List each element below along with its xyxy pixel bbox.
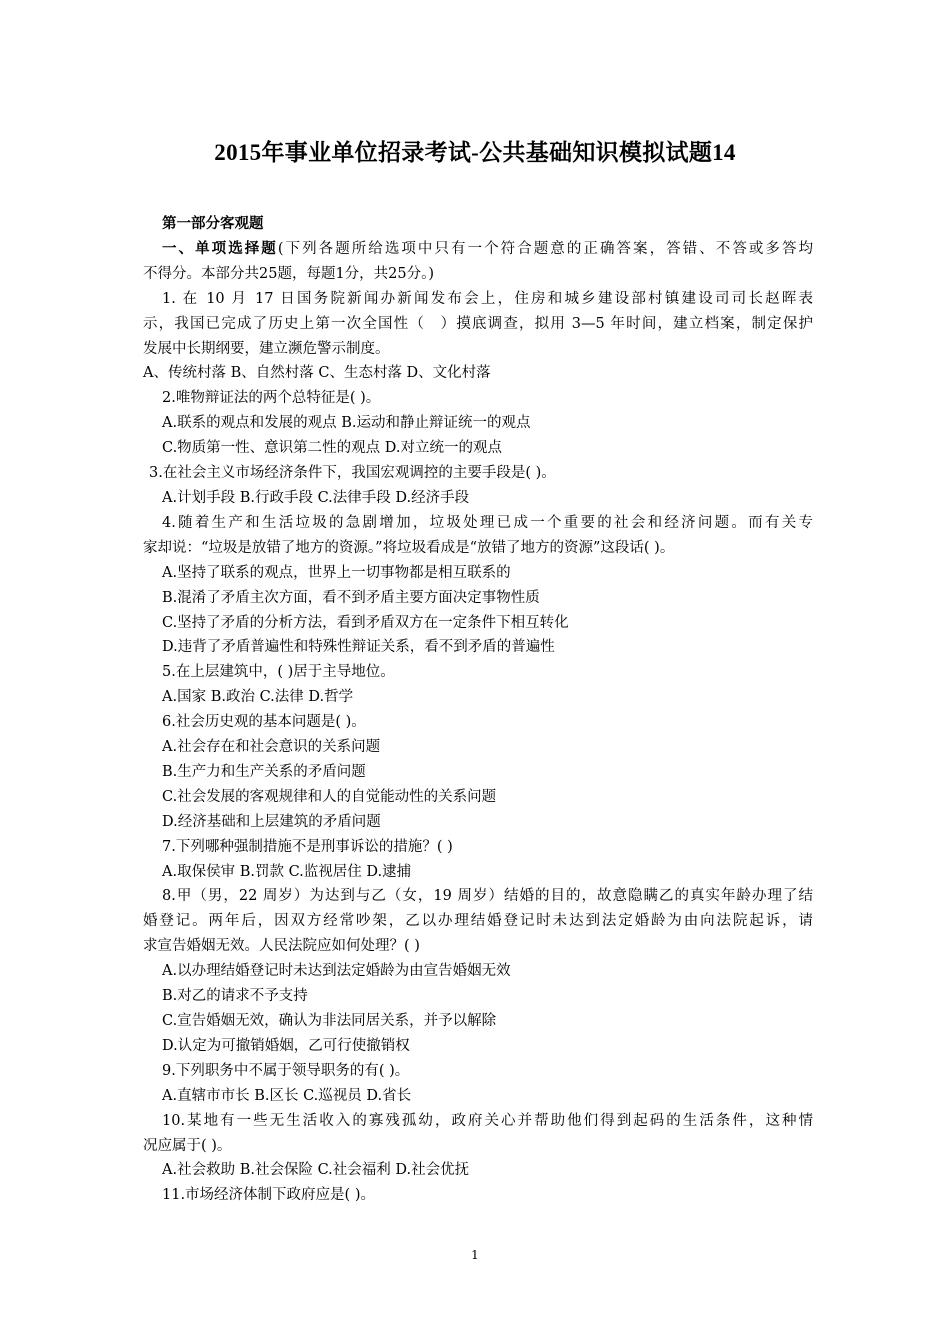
question-6-option-b: B.生产力和生产关系的矛盾问题 — [162, 763, 366, 780]
question-8-option-d: D.认定为可撤销婚姻，乙可行使撤销权 — [162, 1037, 410, 1054]
question-8-line-1: 8.甲（男，22 周岁）为达到与乙（女，19 周岁）结婚的目的，故意隐瞒乙的真实年龄办理了结 — [162, 888, 813, 905]
question-6: 6.社会历史观的基本问题是( )。 — [162, 714, 366, 731]
question-1-line-2: 示，我国已完成了历史上第一次全国性（ ）摸底调查，拟用 3—5 年时间，建立档案，制定保护 — [143, 315, 813, 332]
question-11: 11.市场经济体制下政府应是( )。 — [162, 1187, 375, 1204]
question-9: 9.下列职务中不属于领导职务的有( )。 — [162, 1062, 410, 1079]
page-number: 1 — [471, 1248, 479, 1262]
question-1-options: A、传统村落 B、自然村落 C、生态村落 D、文化村落 — [143, 365, 491, 382]
question-3-options: A.计划手段 B.行政手段 C.法律手段 D.经济手段 — [162, 489, 470, 506]
question-6-option-a: A.社会存在和社会意识的关系问题 — [162, 739, 381, 756]
question-10-options: A.社会救助 B.社会保险 C.社会福利 D.社会优抚 — [162, 1162, 470, 1179]
question-5: 5.在上层建筑中，( )居于主导地位。 — [162, 664, 395, 681]
question-8-line-3: 求宣告婚姻无效。人民法院应如何处理？( ) — [143, 938, 420, 955]
question-4-line-2: 家却说：“垃圾是放错了地方的资源。”将垃圾看成是“放错了地方的资源”这段话( )。 — [143, 539, 675, 556]
section-instructions: (下列各题所给选项中只有一个符合题意的正确答案，答错、不答或多答均 — [277, 240, 814, 257]
question-5-options: A.国家 B.政治 C.法律 D.哲学 — [162, 689, 354, 706]
question-4-option-b: B.混淆了矛盾主次方面，看不到矛盾主要方面决定事物性质 — [162, 589, 540, 606]
question-9-options: A.直辖市市长 B.区长 C.巡视员 D.省长 — [162, 1087, 412, 1104]
question-8-line-2: 婚登记。两年后，因双方经常吵架，乙以办理结婚登记时未达到法定婚龄为由向法院起诉，请 — [143, 913, 813, 930]
document-body — [143, 212, 813, 1208]
question-8-option-b: B.对乙的请求不予支持 — [162, 988, 308, 1005]
question-2: 2.唯物辩证法的两个总特征是( )。 — [162, 390, 381, 407]
question-3: 3.在社会主义市场经济条件下，我国宏观调控的主要手段是( )。 — [149, 465, 556, 482]
question-7-options: A.取保侯审 B.罚款 C.监视居住 D.逮捕 — [162, 863, 412, 880]
question-10-line-1: 10.某地有一些无生活收入的寡残孤幼，政府关心并帮助他们得到起码的生活条件，这种情 — [162, 1112, 813, 1129]
question-4-option-c: C.坚持了矛盾的分析方法，看到矛盾双方在一定条件下相互转化 — [162, 614, 569, 631]
question-2-options-ab: A.联系的观点和发展的观点 B.运动和静止辩证统一的观点 — [162, 415, 531, 432]
question-6-option-c: C.社会发展的客观规律和人的自觉能动性的关系问题 — [162, 788, 497, 805]
part-heading: 第一部分客观题 — [162, 215, 264, 232]
question-8-option-a: A.以办理结婚登记时未达到法定婚龄为由宣告婚姻无效 — [162, 963, 511, 980]
section-heading: 一、单项选择题 — [162, 239, 278, 257]
question-1-line-3: 发展中长期纲要，建立濒危警示制度。 — [143, 340, 390, 357]
question-8-option-c: C.宣告婚姻无效，确认为非法同居关系，并予以解除 — [162, 1013, 497, 1029]
question-7: 7.下列哪种强制措施不是刑事诉讼的措施？( ) — [162, 838, 453, 855]
question-4-line-1: 4.随着生产和生活垃圾的急剧增加，垃圾处理已成一个重要的社会和经济问题。而有关专 — [162, 514, 813, 531]
section-heading-line — [143, 237, 813, 262]
question-1-line-1: 1. 在 10 月 17 日国务院新闻办新闻发布会上，住房和城乡建设部村镇建设司司长赵晖表 — [162, 290, 813, 307]
document-title: 2015年事业单位招录考试-公共基础知识模拟试题14 — [214, 140, 736, 165]
question-6-option-d: D.经济基础和上层建筑的矛盾问题 — [162, 813, 381, 830]
question-4-option-a: A.坚持了联系的观点，世界上一切事物都是相互联系的 — [162, 564, 511, 581]
section-instructions-cont: 不得分。本部分共25题，每题1分，共25分。) — [143, 265, 435, 282]
question-10-line-2: 况应属于( )。 — [143, 1137, 232, 1154]
question-2-options-cd: C.物质第一性、意识第二性的观点 D.对立统一的观点 — [162, 440, 503, 457]
question-4-option-d: D.违背了矛盾普遍性和特殊性辩证关系，看不到矛盾的普遍性 — [162, 639, 555, 656]
